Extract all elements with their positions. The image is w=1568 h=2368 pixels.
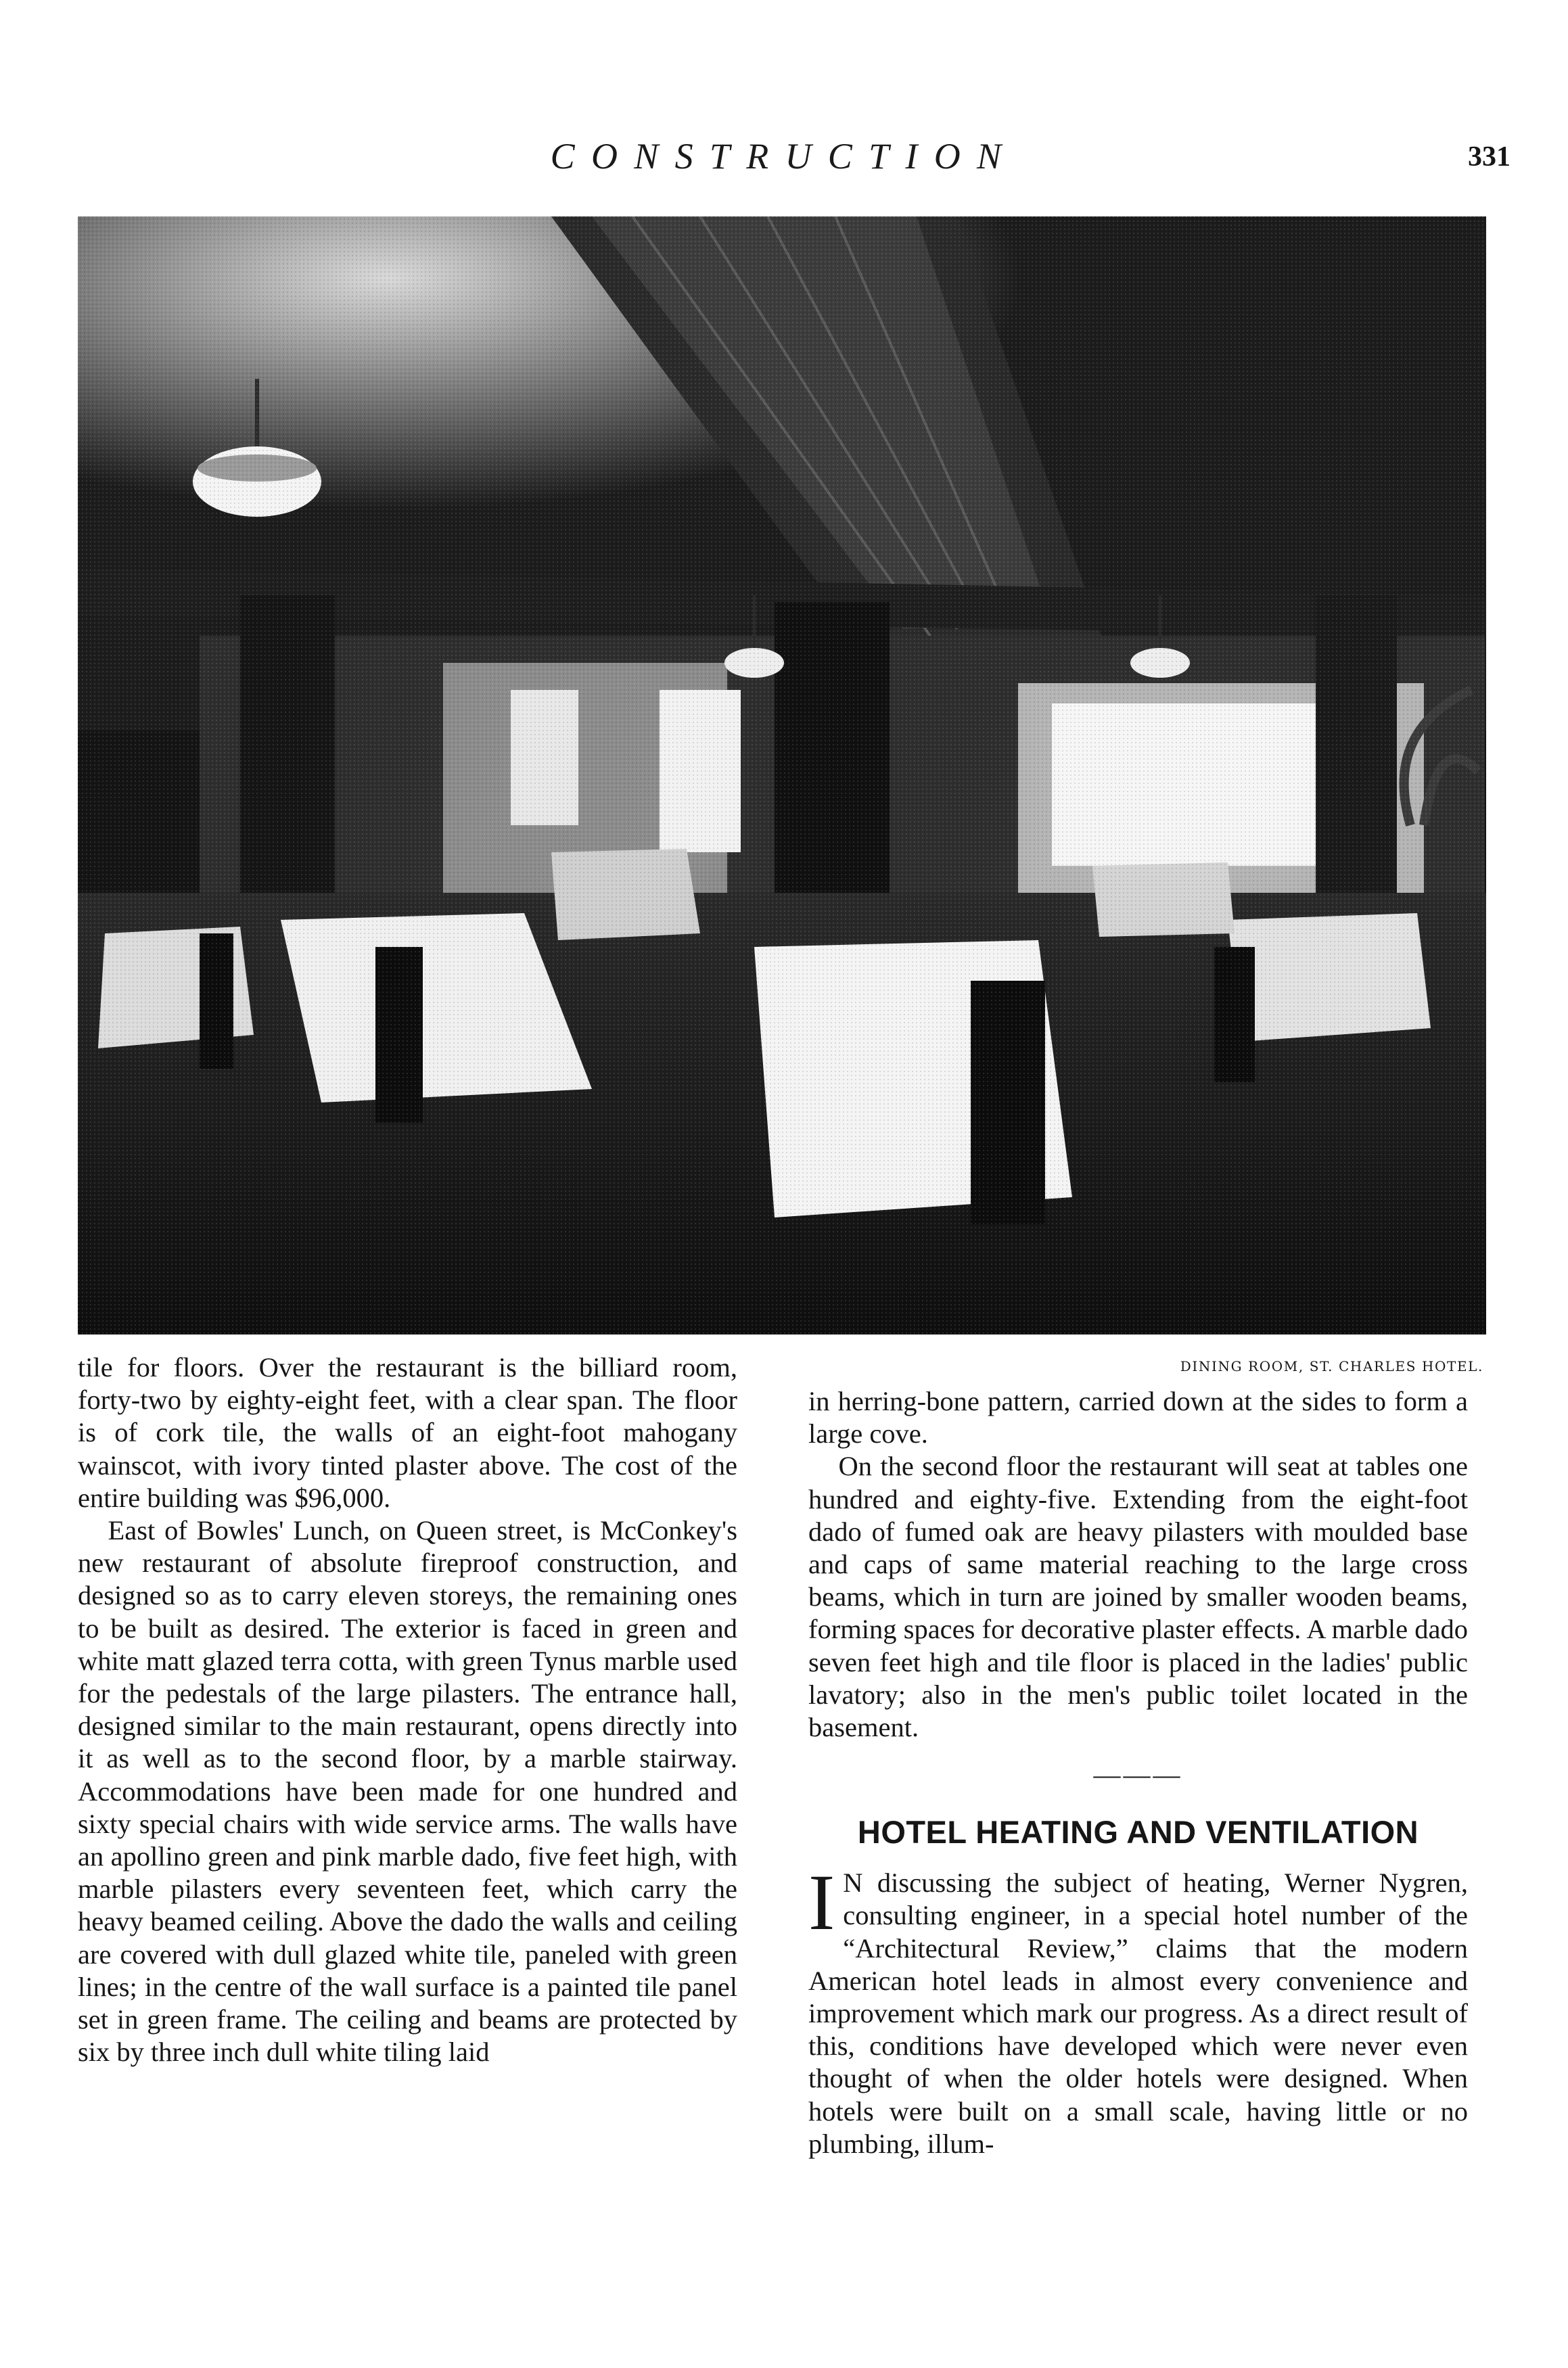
drop-cap: I bbox=[808, 1858, 835, 1947]
section-paragraph-text: N discussing the subject of heating, Werner Nygren, consulting engineer, in a special hotel number of the “Architectural Review,” claims that the modern American hotel leads in almost every convenience and improvement which mark our progress. As a direct result of this, conditions have developed which were never even thought of when the older hotels were designed. When hotels were built on a small scale, having little or no plumbing, illum- bbox=[808, 1867, 1468, 2159]
page-number: 331 bbox=[1468, 141, 1511, 172]
section-divider: ——— bbox=[1093, 1759, 1183, 1790]
left-paragraph-1: tile for floors. Over the restaurant is the billiard room, forty-two by eighty-eight feet, with a clear span. The floor is of cork tile, the walls of an eight-foot mahogany wainscot, with ivory tinted plaster above. The cost of the entire building was $96,000. bbox=[78, 1352, 737, 1513]
right-paragraph-1: in herring-bone pattern, carried down at the sides to form a large cove. bbox=[808, 1386, 1468, 1449]
dining-room-photo bbox=[78, 216, 1486, 1334]
section-paragraph bbox=[808, 1858, 1468, 2160]
figure-caption: DINING ROOM, ST. CHARLES HOTEL. bbox=[1180, 1358, 1483, 1374]
left-paragraph-2: East of Bowles' Lunch, on Queen street, is McConkey's new restaurant of absolute fireproof construction, and designed so as to carry eleven storeys, the remaining ones to be built as desired. The exterior is faced in green and white matt glazed terra cotta, with green Tynus marble used for the pedestals of the large pilasters. The entrance hall, designed similar to the main restaurant, opens directly into it as well as to the second floor, by a marble stairway. Accommodations have been made for one hundred and sixty special chairs with wide service arms. The walls have an apollino green and pink marble dado, five feet high, with marble pilasters every seventeen feet, which carry the heavy beamed ceiling. Above the dado the walls and ceiling are covered with dull glazed white tile, paneled with green lines; in the centre of the wall surface is a painted tile panel set in green frame. The ceiling and beams are protected by six by three inch dull white tiling laid bbox=[78, 1515, 737, 2068]
running-title: CONSTRUCTION bbox=[550, 136, 1018, 177]
section-heading: HOTEL HEATING AND VENTILATION bbox=[857, 1814, 1419, 1851]
right-column bbox=[808, 1385, 1468, 2160]
left-column bbox=[78, 1351, 737, 2068]
right-paragraph-2: On the second floor the restaurant will seat at tables one hundred and eighty-five. Extending from the eight-foot dado of fumed oak are heavy pilasters with moulded base and caps of same material reaching to the large cross beams, which in turn are joined by smaller wooden beams, forming spaces for decorative plaster effects. A marble dado seven feet high and tile floor is placed in the ladies' public lavatory; also in the men's public toilet located in the basement. bbox=[808, 1451, 1468, 1743]
